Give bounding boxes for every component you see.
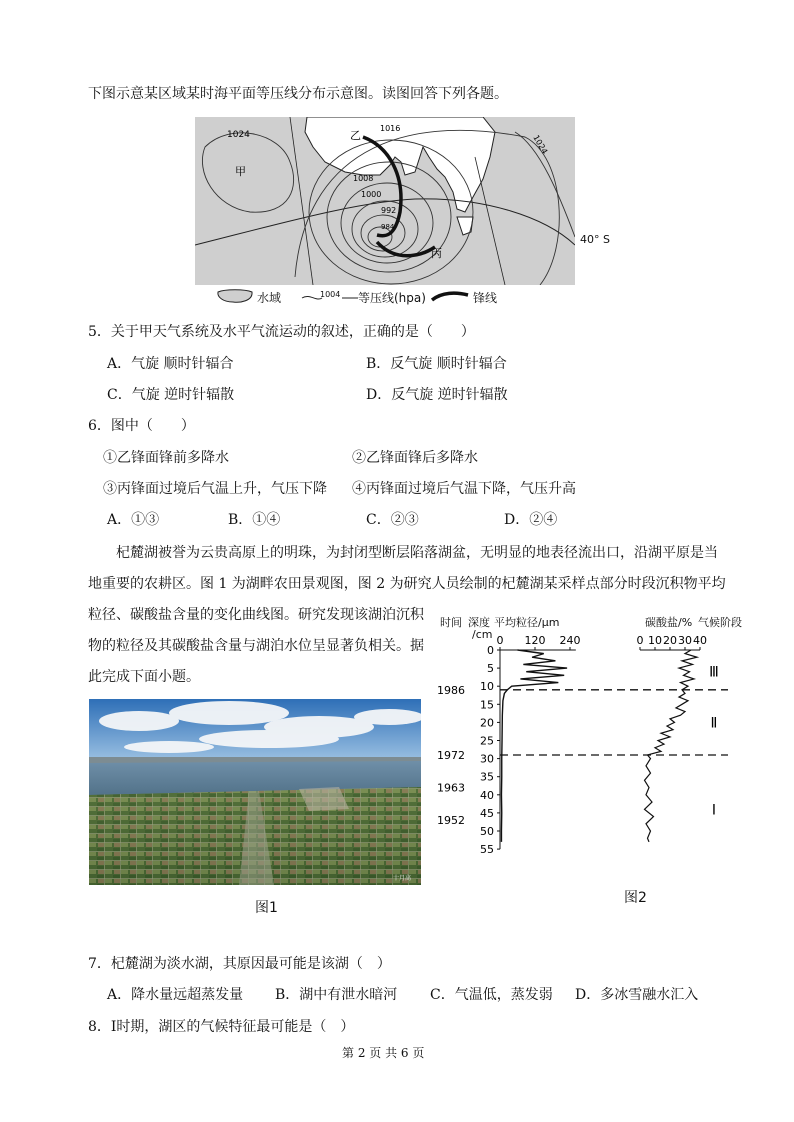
- q6-statement-1: ①乙锋面锋前多降水: [103, 450, 229, 466]
- fig2-header-carbonate: 碳酸盐/%: [645, 616, 693, 629]
- fig2-header-stage: 气候阶段: [698, 616, 742, 629]
- climate-stage-label: Ⅱ: [710, 715, 718, 732]
- q6-stem: 6．图中（ ）: [88, 418, 195, 434]
- passage-line-2: 地重要的农耕区。图 1 为湖畔农田景观图，图 2 为研究人员绘制的杞麓湖某采样点部分时段沉积物平均: [88, 576, 726, 592]
- depth-tick-label: 10: [480, 680, 494, 694]
- legend-front-symbol: [430, 289, 470, 303]
- carbonate-tick-label: 10: [648, 634, 662, 647]
- depth-tick-label: 45: [480, 806, 494, 820]
- intro-text: 下图示意某区域某时海平面等压线分布示意图。读图回答下列各题。: [88, 86, 508, 102]
- passage-line-1: 杞麓湖被誉为云贵高原上的明珠，为封闭型断层陷落湖盆，无明显的地表径流出口，沿湖平原是当: [116, 545, 718, 561]
- label-1008: 1008: [353, 174, 374, 183]
- depth-tick-label: 35: [480, 770, 494, 784]
- q7-option-b[interactable]: B．湖中有泄水暗河: [275, 987, 398, 1003]
- q6-option-d[interactable]: D．②④: [504, 512, 558, 528]
- q6-statement-3: ③丙锋面过境后气温上升，气压下降: [103, 481, 327, 497]
- fig2-header-grain: 平均粒径/μm: [494, 616, 560, 629]
- carbonate-tick-label: 20: [663, 634, 677, 647]
- depth-tick-label: 25: [480, 734, 494, 748]
- q6-option-a[interactable]: A．①③: [107, 512, 160, 528]
- label-40s: 40° S: [580, 233, 610, 246]
- label-992: 992: [381, 206, 397, 215]
- passage-line-5: 此完成下面小题。: [88, 669, 200, 685]
- q6-statement-2: ②乙锋面锋后多降水: [352, 450, 478, 466]
- year-label: 1952: [437, 814, 465, 828]
- q6-option-c[interactable]: C．②③: [366, 512, 419, 528]
- legend-water: 水域: [257, 291, 282, 305]
- grain-tick-label: 0: [496, 634, 504, 647]
- passage-line-3: 粒径、碳酸盐含量的变化曲线图。研究发现该湖泊沉积: [88, 607, 424, 623]
- depth-tick-label: 5: [487, 662, 494, 676]
- q5-option-c[interactable]: C．气旋 逆时针辐散: [107, 387, 235, 403]
- depth-tick-label: 15: [480, 698, 494, 712]
- q5-option-d[interactable]: D．反气旋 逆时针辐散: [366, 387, 508, 403]
- q5-option-b[interactable]: B．反气旋 顺时针辐合: [366, 356, 507, 372]
- q6-option-b[interactable]: B．①④: [228, 512, 281, 528]
- year-label: 1986: [437, 683, 465, 697]
- label-1024a: 1024: [227, 130, 250, 140]
- depth-tick-label: 55: [480, 843, 494, 857]
- figure1-farmland-photo: [89, 699, 421, 885]
- carbonate-tick-label: 30: [678, 634, 692, 647]
- passage-line-4: 物的粒径及其碳酸盐含量与湖泊水位呈显著负相关。据: [88, 638, 424, 654]
- depth-tick-label: 0: [487, 644, 494, 657]
- grain-tick-label: 240: [559, 634, 581, 647]
- climate-stage-label: Ⅰ: [711, 802, 717, 819]
- figure1-caption: 图1: [255, 900, 278, 916]
- q6-statement-4: ④丙锋面过境后气温下降，气压升高: [352, 481, 576, 497]
- year-label: 1963: [437, 781, 465, 795]
- label-1016: 1016: [380, 124, 401, 133]
- figure2-caption: 图2: [624, 890, 647, 906]
- q7-option-d[interactable]: D．多冰雪融水汇入: [575, 987, 699, 1003]
- label-1024b: 1024: [531, 133, 550, 156]
- legend-front: 锋线: [473, 291, 498, 305]
- grain-tick-label: 120: [524, 634, 546, 647]
- isobar-map: [195, 117, 575, 285]
- depth-tick-label: 50: [480, 825, 494, 838]
- page-footer: 第 2 页 共 6 页: [342, 1046, 425, 1060]
- depth-tick-label: 30: [480, 752, 494, 766]
- legend-water-symbol: [215, 287, 255, 305]
- q7-option-c[interactable]: C．气温低，蒸发弱: [430, 987, 553, 1003]
- label-yi: 乙: [350, 129, 361, 142]
- fig2-header-depth: 深度: [468, 616, 490, 629]
- fig2-header-depth-unit: /cm: [472, 628, 493, 641]
- q8-stem: 8．Ⅰ时期，湖区的气候特征最可能是（ ）: [88, 1019, 355, 1035]
- climate-stage-label: Ⅲ: [709, 664, 719, 681]
- label-984: 984: [381, 223, 395, 231]
- carbonate-tick-label: 0: [636, 634, 644, 647]
- q7-option-a[interactable]: A．降水量远超蒸发量: [107, 987, 244, 1003]
- q5-option-a[interactable]: A．气旋 顺时针辐合: [107, 356, 234, 372]
- depth-tick-label: 20: [480, 716, 494, 730]
- fig2-header-time: 时间: [440, 616, 462, 629]
- legend-isobar: 等压线(hpa): [358, 291, 426, 305]
- q7-stem: 7．杞麓湖为淡水湖，其原因最可能是该湖（ ）: [88, 956, 391, 972]
- grain-size-line: [501, 650, 567, 842]
- year-label: 1972: [437, 748, 465, 762]
- q5-stem: 5．关于甲天气系统及水平气流运动的叙述，正确的是（ ）: [88, 324, 475, 340]
- label-bing: 丙: [431, 247, 442, 260]
- legend-iso-value: 1004: [320, 290, 341, 299]
- figure2-sediment-chart: [430, 625, 730, 885]
- label-1000: 1000: [361, 190, 382, 199]
- carbonate-tick-label: 40: [693, 634, 707, 647]
- figure1-watermark: 十月高: [393, 875, 412, 882]
- label-jia: 甲: [235, 165, 246, 178]
- carbonate-line: [645, 650, 698, 842]
- depth-tick-label: 40: [480, 788, 494, 802]
